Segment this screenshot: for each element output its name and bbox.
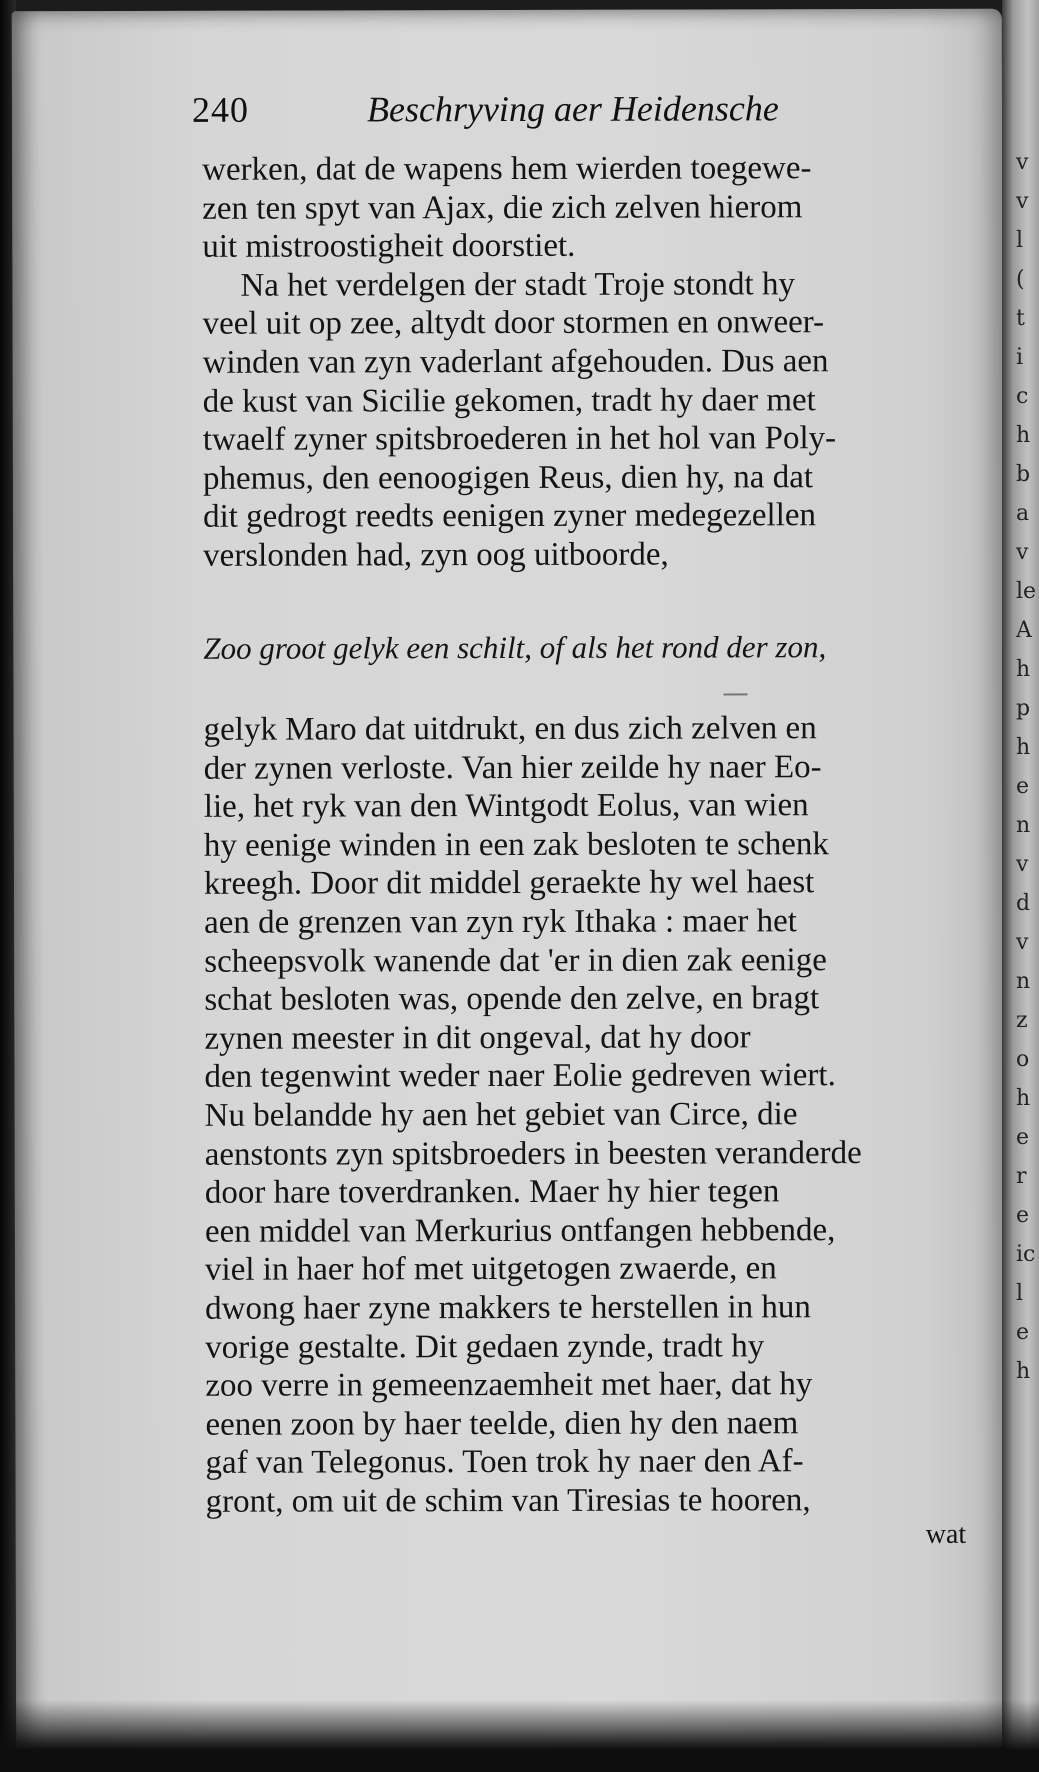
facing-page-glyph: v (1016, 189, 1029, 214)
facing-page-glyph: b (1016, 462, 1031, 487)
text-line: vorige gestalte. Dit gedaen zynde, tradt hy (205, 1327, 765, 1366)
text-line: dwong haer zyne makkers te herstellen in hun (205, 1289, 811, 1327)
facing-page-glyph: i (1016, 345, 1024, 370)
facing-page-glyph: v (1016, 150, 1029, 175)
text-line: scheepsvolk wanende dat 'er in dien zak eenige (204, 941, 827, 980)
facing-page-glyph: A (1016, 618, 1032, 643)
facing-page-glyph: c (1016, 384, 1029, 409)
running-title: Beschryving aer Heidensche (366, 88, 779, 130)
text-line: aenstonts zyn spitsbroeders in beesten veranderde (204, 1134, 862, 1173)
text-line: gelyk Maro dat uitdrukt, en dus zich zelven en (203, 710, 817, 748)
text-line: Nu belandde hy aen het gebiet van Circe, die (204, 1096, 798, 1134)
verse-quotation: Zoo groot gelyk een schilt, of als het rond der zon, (203, 629, 827, 666)
facing-page-glyph: d (1016, 891, 1031, 916)
text-line: lie, het ryk van den Wintgodt Eolus, van wien (203, 787, 809, 825)
catchword: wat (925, 1518, 967, 1550)
text-line: der zynen verloste. Van hier zeilde hy naer Eo- (203, 748, 822, 787)
text-line: Na het verdelgen der stadt Troje stondt hy (240, 266, 795, 304)
text-line: eenen zoon by haer teelde, dien hy den naem (205, 1404, 799, 1443)
page-number: 240 (191, 89, 250, 130)
facing-page-glyph: h (1016, 1086, 1031, 1111)
facing-page-glyph: n (1016, 813, 1031, 838)
text-line: hy eenige winden in een zak besloten te schenk (203, 825, 829, 864)
text-line: door hare toverdranken. Maer hy hier tegen (204, 1173, 780, 1211)
next-page-edge (1002, 0, 1039, 1772)
text-line: dit gedrogt reedts eenigen zyner medegezellen (203, 497, 817, 536)
text-line: viel in haer hof met uitgetogen zwaerde, en (204, 1250, 777, 1289)
text-line: gront, om uit de schim van Tiresias te hooren, (205, 1482, 811, 1520)
facing-page-glyph: h (1016, 1359, 1031, 1384)
text-line: een middel van Merkurius ontfangen hebbende, (204, 1211, 836, 1250)
facing-page-glyph: o (1016, 1047, 1030, 1072)
text-line: den tegenwint weder naer Eolie gedreven wiert. (204, 1057, 836, 1096)
facing-page-glyph: t (1016, 306, 1025, 331)
text-line: werken, dat de wapens hem wierden toegewe- (202, 150, 812, 188)
facing-page-glyph: v (1016, 540, 1029, 565)
facing-page-glyph: l (1016, 228, 1024, 253)
text-line: kreegh. Door dit middel geraekte hy wel haest (203, 864, 815, 903)
facing-page-glyph: h (1016, 657, 1031, 682)
facing-page-glyph: e (1016, 774, 1030, 799)
text-line: uit mistroostigheit doorstiet. (202, 228, 576, 265)
facing-page-glyph: le (1016, 579, 1037, 604)
facing-page-glyph: ic (1016, 1242, 1036, 1267)
facing-page-glyph: v (1016, 852, 1029, 877)
facing-page-glyph: a (1016, 501, 1030, 526)
text-line: aen de grenzen van zyn ryk Ithaka : maer het (204, 903, 797, 941)
text-line: zoo verre in gemeenzaemheit met haer, dat hy (205, 1366, 813, 1404)
text-line: zen ten spyt van Ajax, die zich zelven hierom (202, 188, 803, 227)
facing-page-glyph: ( (1016, 267, 1025, 292)
text-line: verslonden had, zyn oog uitboorde, (203, 536, 669, 574)
facing-page-glyph: v (1016, 930, 1029, 955)
facing-page-glyph: h (1016, 423, 1031, 448)
facing-page-glyph: z (1016, 1008, 1028, 1033)
text-line: veel uit op zee, altydt door stormen en onweer- (202, 304, 825, 343)
text-line: schat besloten was, opende den zelve, en bragt (204, 980, 820, 1018)
text-line: gaf van Telegonus. Toen trok hy naer den Af- (205, 1443, 804, 1482)
facing-page-glyph: e (1016, 1125, 1030, 1150)
text-line: phemus, den eenoogigen Reus, dien hy, na dat (202, 458, 814, 497)
text-line: winden van zyn vaderlant afgehouden. Dus aen (202, 343, 829, 381)
paragraph-1 (202, 149, 973, 576)
facing-page-glyph: r (1016, 1164, 1027, 1189)
facing-page-glyph: n (1016, 969, 1031, 994)
facing-page-glyph: e (1016, 1203, 1030, 1228)
quote-divider (724, 693, 748, 695)
facing-page-glyph: e (1016, 1320, 1030, 1345)
page-sheet (12, 9, 1007, 1752)
facing-page-glyph: h (1016, 735, 1031, 760)
text-line: twaelf zyner spitsbroederen in het hol van Poly- (202, 420, 837, 458)
bottom-shadow (0, 1700, 1039, 1772)
facing-page-glyph: p (1016, 696, 1031, 721)
facing-page-glyph: l (1016, 1281, 1024, 1306)
text-line: de kust van Sicilie gekomen, tradt hy daer met (202, 381, 816, 420)
text-line: zynen meester in dit ongeval, dat hy door (204, 1019, 751, 1057)
page-header (192, 87, 832, 139)
paragraph-2 (204, 709, 976, 1521)
